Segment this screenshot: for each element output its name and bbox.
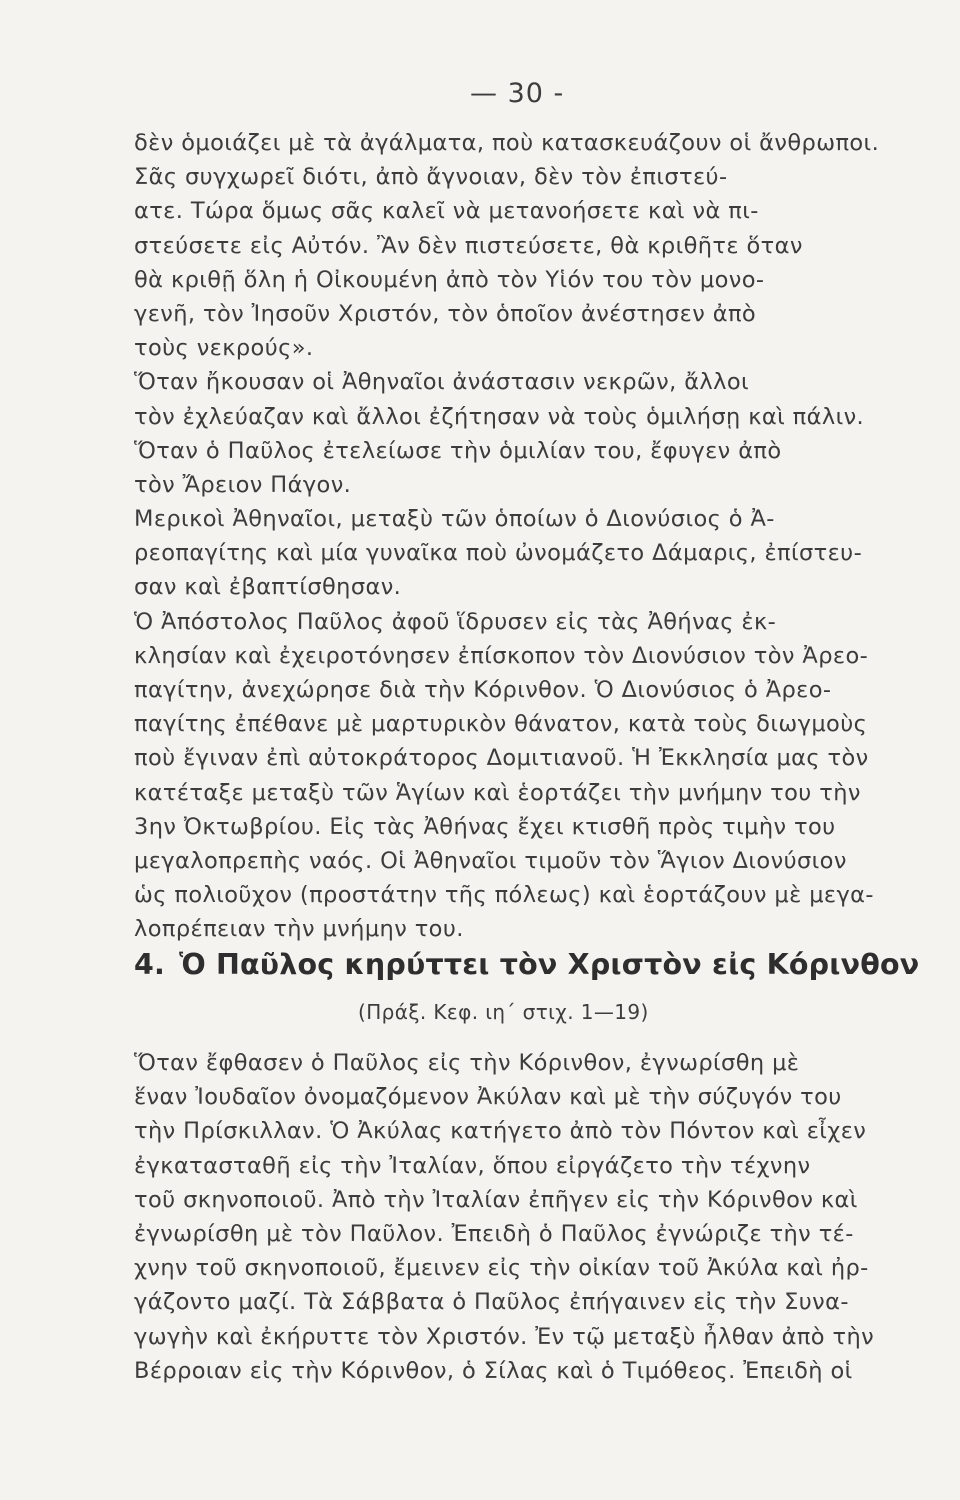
text-line: τοὺς νεκρούς».: [134, 335, 314, 362]
section-number: 4.: [134, 948, 166, 981]
text-line: γάζοντο μαζί. Τὰ Σάββατα ὁ Παῦλος ἐπήγαινεν εἰς τὴν Συνα-: [134, 1289, 849, 1316]
text-line: χνην τοῦ σκηνοποιοῦ, ἔμεινεν εἰς τὴν οἰκίαν τοῦ Ἀκύλα καὶ ἠρ-: [134, 1255, 869, 1282]
section-title: Ὁ Παῦλος κηρύττει τὸν Χριστὸν εἰς Κόρινθον: [179, 948, 920, 981]
text-line: ατε. Τώρα ὅμως σᾶς καλεῖ νὰ μετανοήσετε καὶ νὰ πι-: [134, 198, 759, 225]
text-line: Σᾶς συγχωρεῖ διότι, ἀπὸ ἄγνοιαν, δὲν τὸν ἐπιστεύ-: [134, 164, 728, 191]
text-line: τὸν ἐχλεύαζαν καὶ ἄλλοι ἐζήτησαν νὰ τοὺς ὁμιλήσῃ καὶ πάλιν.: [134, 403, 865, 430]
text-line: τοῦ σκηνοποιοῦ. Ἀπὸ τὴν Ἰταλίαν ἐπῆγεν εἰς τὴν Κόρινθον καὶ: [134, 1186, 858, 1213]
text-line: ἕναν Ἰουδαῖον ὀνομαζόμενον Ἀκύλαν καὶ μὲ τὴν σύζυγόν του: [134, 1084, 842, 1111]
page-number: — 30 -: [470, 78, 565, 109]
text-line: σαν καὶ ἐβαπτίσθησαν.: [134, 574, 402, 601]
text-line: Ὅταν ὁ Παῦλος ἐτελείωσε τὴν ὁμιλίαν του, ἔφυγεν ἀπὸ: [134, 437, 782, 464]
text-line: στεύσετε εἰς Αὐτόν. Ἂν δὲν πιστεύσετε, θὰ κριθῆτε ὅταν: [134, 232, 803, 259]
text-line: ἐγκατασταθῆ εἰς τὴν Ἰταλίαν, ὅπου εἰργάζετο τὴν τέχνην: [134, 1152, 811, 1179]
text-line: μεγαλοπρεπὴς ναός. Οἱ Ἀθηναῖοι τιμοῦν τὸν Ἅγιον Διονύσιον: [134, 847, 847, 874]
text-line: γωγὴν καὶ ἐκήρυττε τὸν Χριστόν. Ἐν τῷ μεταξὺ ἦλθαν ἀπὸ τὴν: [134, 1323, 875, 1350]
text-line: τὸν Ἄρειον Πάγον.: [134, 471, 352, 498]
paragraph-block-corinth: [134, 1046, 934, 1388]
text-line: ἐγνωρίσθη μὲ τὸν Παῦλον. Ἐπειδὴ ὁ Παῦλος ἐγνώριζε τὴν τέ-: [134, 1220, 854, 1247]
text-line: παγίτην, ἀνεχώρησε διὰ τὴν Κόρινθον. Ὁ Διονύσιος ὁ Ἀρεο-: [134, 677, 832, 703]
text-line: Ὅταν ἔφθασεν ὁ Παῦλος εἰς τὴν Κόρινθον, ἐγνωρίσθη μὲ: [134, 1050, 800, 1076]
paragraph-block-athens: [134, 126, 934, 947]
text-line: ρεοπαγίτης καὶ μία γυναῖκα ποὺ ὠνομάζετο Δάμαρις, ἐπίστευ-: [134, 540, 863, 567]
text-line: Βέρροιαν εἰς τὴν Κόρινθον, ὁ Σίλας καὶ ὁ Τιμόθεος. Ἐπειδὴ οἱ: [134, 1357, 853, 1384]
text-line: λοπρέπειαν τὴν μνήμην του.: [134, 916, 464, 943]
text-line: δὲν ὁμοιάζει μὲ τὰ ἀγάλματα, ποὺ κατασκευάζουν οἱ ἄνθρωποι.: [134, 130, 880, 156]
text-line: γενῆ, τὸν Ἰησοῦν Χριστόν, τὸν ὁποῖον ἀνέστησεν ἀπὸ: [134, 300, 757, 327]
text-line: τὴν Πρίσκιλλαν. Ὁ Ἀκύλας κατήγετο ἀπὸ τὸν Πόντον καὶ εἶχεν: [134, 1118, 867, 1145]
text-line: κατέταξε μεταξὺ τῶν Ἁγίων καὶ ἑορτάζει τὴν μνήμην του τὴν: [134, 779, 861, 806]
text-line: 3ην Ὀκτωβρίου. Εἰς τὰς Ἀθήνας ἔχει κτισθῆ πρὸς τιμὴν του: [134, 813, 836, 840]
text-line: Ὁ Ἀπόστολος Παῦλος ἀφοῦ ἵδρυσεν εἰς τὰς Ἀθήνας ἐκ-: [134, 608, 777, 635]
text-line: παγίτης ἐπέθανε μὲ μαρτυρικὸν θάνατον, κατὰ τοὺς διωγμοὺς: [134, 711, 868, 738]
text-line: ποὺ ἔγιναν ἐπὶ αὐτοκράτορος Δομιτιανοῦ. Ἡ Ἐκκλησία μας τὸν: [134, 745, 869, 772]
text-line: Μερικοὶ Ἀθηναῖοι, μεταξὺ τῶν ὁποίων ὁ Διονύσιος ὁ Ἀ-: [134, 506, 775, 533]
section-heading: [134, 948, 919, 981]
scripture-reference: (Πράξ. Κεφ. ιη΄ στιχ. 1—19): [358, 1000, 649, 1024]
text-line: Ὅταν ἤκουσαν οἱ Ἀθηναῖοι ἀνάστασιν νεκρῶν, ἄλλοι: [134, 369, 750, 396]
text-line: θὰ κριθῇ ὅλη ἡ Οἰκουμένη ἀπὸ τὸν Υἱόν του τὸν μονο-: [134, 266, 765, 293]
text-line: κλησίαν καὶ ἐχειροτόνησεν ἐπίσκοπον τὸν Διονύσιον τὸν Ἀρεο-: [134, 642, 869, 669]
text-line: ὡς πολιοῦχον (προστάτην τῆς πόλεως) καὶ ἑορτάζουν μὲ μεγα-: [134, 882, 874, 909]
